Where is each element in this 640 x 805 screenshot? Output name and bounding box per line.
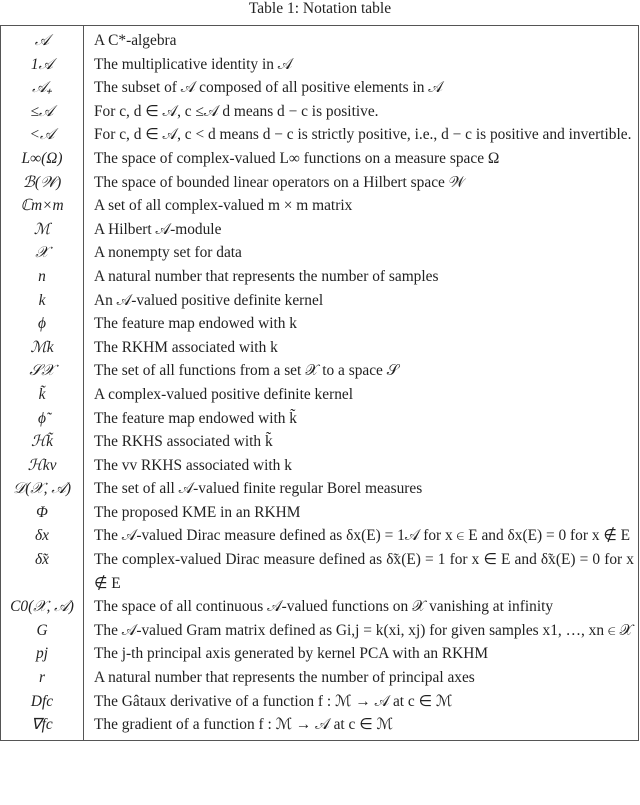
table-row [1,430,639,454]
notation-description: A complex-valued positive definite kernel [84,383,639,407]
table-row [1,595,639,619]
table-row [1,690,639,714]
table-row [1,241,639,265]
table-row [1,218,639,242]
table-row [1,619,639,643]
table-row [1,171,639,195]
notation-description: The multiplicative identity in 𝒜 [84,53,639,77]
table-row [1,265,639,289]
notation-description: The gradient of a function f : ℳ → 𝒜 at c ∈ ℳ [84,713,639,740]
notation-description: The space of all continuous 𝒜-valued functions on 𝒳 vanishing at infinity [84,595,639,619]
notation-symbol: ℋk̃ [1,430,84,454]
notation-symbol: Dfc [1,690,84,714]
notation-symbol: k̃ [1,383,84,407]
table-row [1,713,639,740]
notation-symbol: 1𝒜 [1,53,84,77]
notation-description: For c, d ∈ 𝒜, c < d means d − c is strictly positive, i.e., d − c is positive and invertible. [84,123,639,147]
table-caption: Table 1: Notation table [248,0,392,17]
notation-symbol: ϕ̃ [1,407,84,431]
notation-description: The feature map endowed with k [84,312,639,336]
notation-symbol: δx [1,524,84,548]
notation-description: The Gâtaux derivative of a function f : ℳ → 𝒜 at c ∈ ℳ [84,690,639,714]
notation-description: The j-th principal axis generated by kernel PCA with an RKHM [84,642,639,666]
notation-symbol: 𝒳 [1,241,84,265]
table-row [1,407,639,431]
notation-description: An 𝒜-valued positive definite kernel [84,289,639,313]
notation-symbol: G [1,619,84,643]
notation-symbol: k [1,289,84,313]
table-row [1,289,639,313]
table-row [1,312,639,336]
notation-symbol: r [1,666,84,690]
notation-description: A natural number that represents the number of samples [84,265,639,289]
table-row [1,454,639,478]
notation-description: A natural number that represents the number of principal axes [84,666,639,690]
notation-description: A set of all complex-valued m × m matrix [84,194,639,218]
table-row [1,524,639,548]
notation-description: The set of all functions from a set 𝒳 to a space 𝒮 [84,359,639,383]
notation-description: The set of all 𝒜-valued finite regular Borel measures [84,477,639,501]
notation-symbol: ℂm×m [1,194,84,218]
table-row [1,76,639,100]
notation-description: The 𝒜-valued Gram matrix defined as Gi,j = k(xi, xj) for given samples x1, …, xn ∈ 𝒳 [84,619,639,643]
notation-symbol: 𝒜₊ [1,76,84,100]
notation-symbol: ϕ [1,312,84,336]
table-row [1,100,639,124]
notation-symbol: 𝒟(𝒳, 𝒜) [1,477,84,501]
table-row [1,477,639,501]
notation-description: A C*-algebra [84,26,639,53]
notation-symbol: 𝒮𝒳 [1,359,84,383]
table-row [1,359,639,383]
notation-symbol: ℬ(𝒲) [1,171,84,195]
notation-symbol: n [1,265,84,289]
table-row [1,548,639,595]
table-row [1,501,639,525]
notation-description: The proposed KME in an RKHM [84,501,639,525]
notation-symbol: ℋkv [1,454,84,478]
notation-symbol: ℳk [1,336,84,360]
notation-symbol: <𝒜 [1,123,84,147]
notation-description: The complex-valued Dirac measure defined as δ̃x(E) = 1 for x ∈ E and δ̃x(E) = 0 for x ∉ E [84,548,639,595]
notation-symbol: ∇fc [1,713,84,740]
notation-symbol: ≤𝒜 [1,100,84,124]
notation-symbol: δ̃x [1,548,84,595]
table-row [1,123,639,147]
notation-description: A Hilbert 𝒜-module [84,218,639,242]
table-row [1,147,639,171]
notation-symbol: ℳ [1,218,84,242]
notation-description: The space of complex-valued L∞ functions on a measure space Ω [84,147,639,171]
notation-table [0,25,639,741]
notation-description: The feature map endowed with k̃ [84,407,639,431]
table-row [1,194,639,218]
table-row [1,336,639,360]
notation-description: The 𝒜-valued Dirac measure defined as δx(E) = 1𝒜 for x ∈ E and δx(E) = 0 for x ∉ E [84,524,639,548]
notation-symbol: Φ [1,501,84,525]
notation-description: The RKHS associated with k̃ [84,430,639,454]
notation-description: A nonempty set for data [84,241,639,265]
notation-description: The space of bounded linear operators on a Hilbert space 𝒲 [84,171,639,195]
table-row [1,26,639,53]
table-row [1,53,639,77]
notation-description: The subset of 𝒜 composed of all positive elements in 𝒜 [84,76,639,100]
notation-symbol: L∞(Ω) [1,147,84,171]
table-row [1,642,639,666]
notation-description: The RKHM associated with k [84,336,639,360]
table-row [1,383,639,407]
table-row [1,666,639,690]
notation-symbol: C0(𝒳, 𝒜) [1,595,84,619]
notation-symbol: pj [1,642,84,666]
notation-description: The vv RKHS associated with k [84,454,639,478]
notation-description: For c, d ∈ 𝒜, c ≤𝒜 d means d − c is positive. [84,100,639,124]
notation-symbol: 𝒜 [1,26,84,53]
